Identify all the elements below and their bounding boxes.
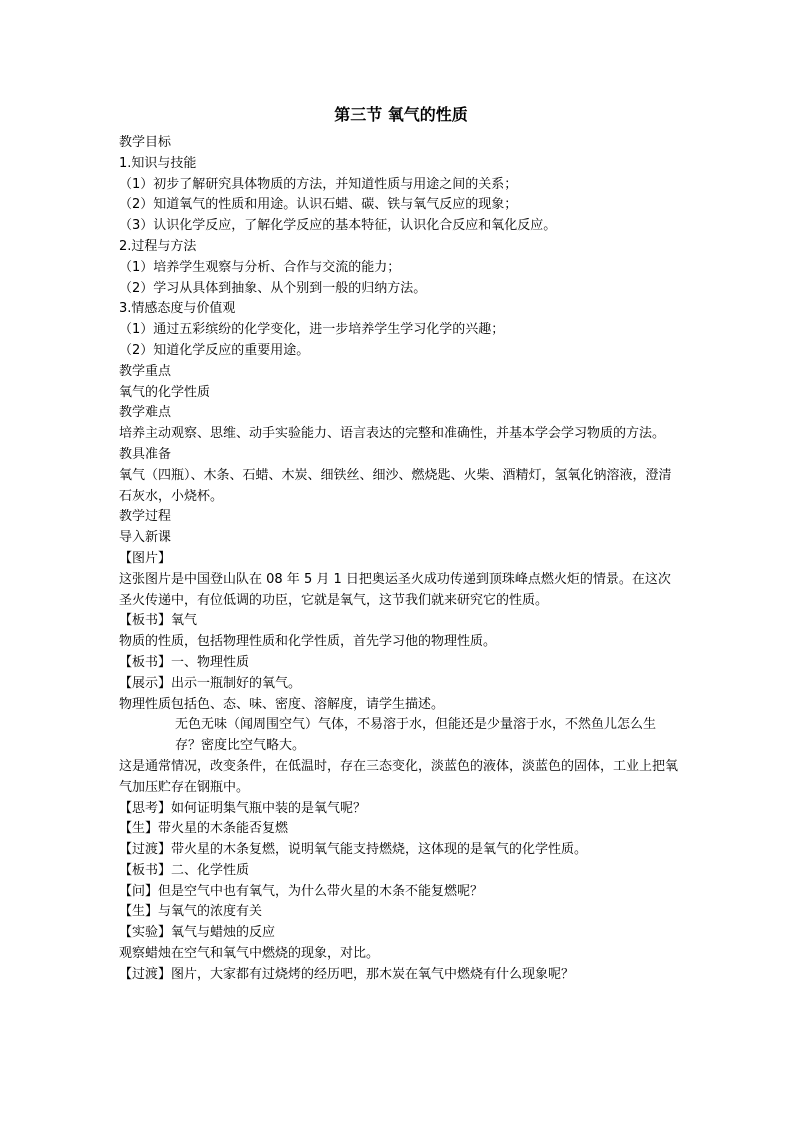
paragraph-text: 物质的性质，包括物理性质和化学性质，首先学习他的物理性质。 [119,634,497,650]
tag-picture: 【图片】 [119,550,172,566]
document-title: 第三节 氧气的性质 [334,105,468,124]
heading-teaching-objectives: 教学目标 [119,135,172,150]
objective-item: （2）知道氧气的性质和用途。认识石蜡、碳、铁与氧气反应的现象； [119,197,518,213]
objective-item: （1）培养学生观察与分析、合作与交流的能力； [119,259,401,275]
transition-note: 【过渡】图片，大家都有过烧烤的经历吧，那木炭在氧气中燃烧有什么现象呢？ [119,966,575,982]
board-note: 【板书】二、化学性质 [119,862,250,878]
experiment-note: 【实验】氧气与蜡烛的反应 [119,925,276,941]
subheading-attitude-values: 3.情感态度与价值观 [119,301,236,317]
heading-materials: 教具准备 [119,446,172,462]
transition-note: 【过渡】带火星的木条复燃，说明氧气能支持燃烧，这体现的是氧气的化学性质。 [119,842,588,858]
subheading-process-methods: 2.过程与方法 [119,238,197,254]
paragraph-text: 物理性质包括色、态、味、密度、溶解度，请学生描述。 [119,696,445,712]
student-note: 【生】带火星的木条能否复燃 [119,821,289,837]
difficulty-text: 培养主动观察、思维、动手实验能力、语言表达的完整和准确性，并基本学会学习物质的方法。 [119,426,666,442]
key-point-text: 氧气的化学性质 [119,384,211,400]
objective-item: （2）知道化学反应的重要用途。 [119,342,310,358]
paragraph-picture-description: 这张图片是中国登山队在 08 年 5 月 1 日把奥运圣火成功传递到顶珠峰点燃火炬的情景。在这次圣火传递中，有位低调的功臣，它就是氧气，这节我们就来研究它的性质。 [119,571,671,608]
display-note: 【展示】出示一瓶制好的氧气。 [119,675,302,691]
materials-text: 氧气（四瓶）、木条、石蜡、木炭、细铁丝、细沙、燃烧匙、火柴、酒精灯，氢氧化钠溶液，澄清石灰水，小烧杯。 [119,467,672,504]
document-body [119,103,679,986]
think-note: 【思考】如何证明集气瓶中装的是氧气呢？ [119,800,367,816]
objective-item: （3）认识化学反应，了解化学反应的基本特征，认识化合反应和氧化反应。 [119,218,557,234]
objective-item: （1）初步了解研究具体物质的方法，并知道性质与用途之间的关系； [119,176,518,192]
paragraph-text: 观察蜡烛在空气和氧气中燃烧的现象，对比。 [119,946,380,962]
subheading-knowledge-skills: 1.知识与技能 [119,155,197,171]
board-note: 【板书】氧气 [119,613,198,629]
board-note: 【板书】一、物理性质 [119,654,250,670]
heading-teaching-process: 教学过程 [119,509,172,525]
paragraph-text: 这是通常情况，改变条件，在低温时，存在三态变化，淡蓝色的液体，淡蓝色的固体，工业上把氧气加压贮存在钢瓶中。 [119,758,679,795]
subheading-introduction: 导入新课 [119,530,172,546]
heading-key-points: 教学重点 [119,363,172,379]
student-note: 【生】与氧气的浓度有关 [119,904,263,920]
paragraph-physical-description: 无色无味（闻周围空气）气体，不易溶于水，但能还是少量溶于水，不然鱼儿怎么生存？密度比空气略大。 [175,717,657,754]
objective-item: （1）通过五彩缤纷的化学变化，进一步培养学生学习化学的兴趣； [119,322,505,338]
objective-item: （2）学习从具体到抽象、从个别到一般的归纳方法。 [119,280,427,296]
question-note: 【问】但是空气中也有氧气，为什么带火星的木条不能复燃呢？ [119,883,484,899]
heading-difficulties: 教学难点 [119,405,172,421]
